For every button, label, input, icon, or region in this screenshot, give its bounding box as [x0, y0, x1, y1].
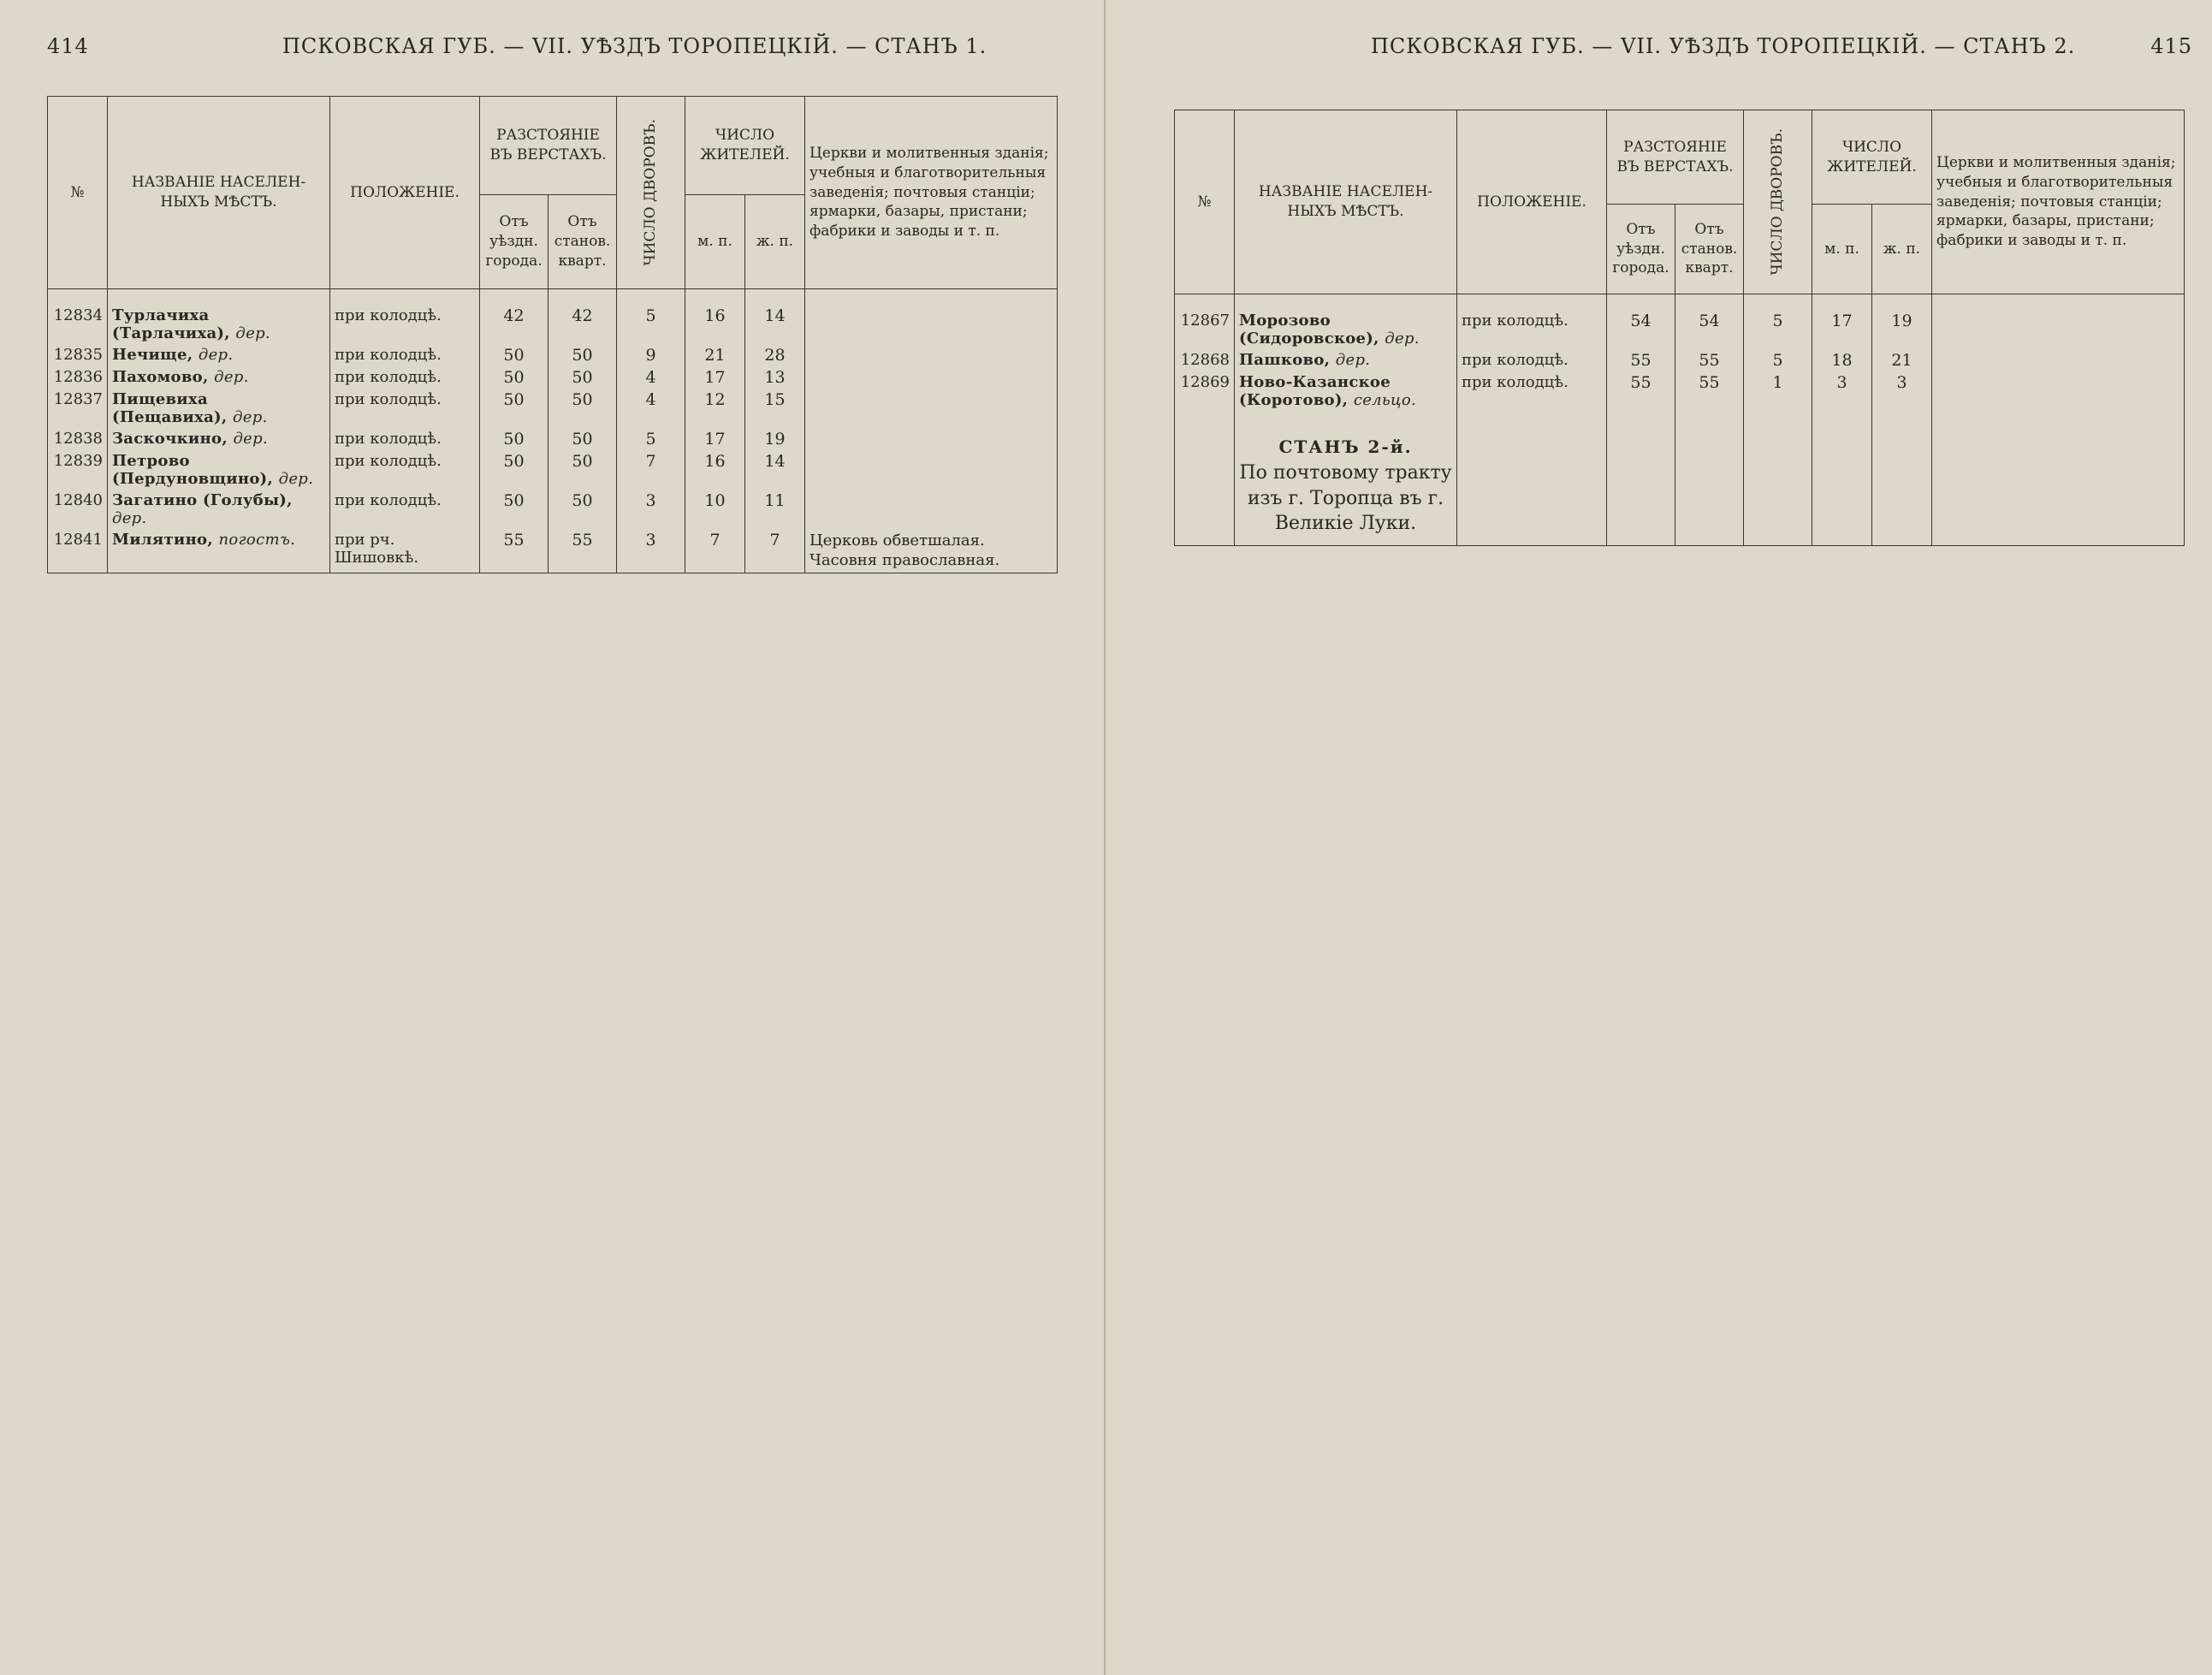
- dist-town: 55: [1607, 349, 1675, 371]
- row-number: 12838: [48, 428, 108, 450]
- header-dist-town: Отъ уѣздн. города.: [480, 195, 549, 289]
- row-number: 12836: [48, 366, 108, 389]
- row-number: 12839: [48, 450, 108, 490]
- male-count: 10: [685, 490, 745, 529]
- row-number: 12840: [48, 490, 108, 529]
- settlement-name: [1235, 349, 1457, 371]
- running-head-title: ПСКОВСКАЯ ГУБ. — VII. УѢЗДЪ ТОРОПЕЦКІЙ. — СТАНЪ 1.: [282, 34, 987, 58]
- header-houses-text: ЧИСЛО ДВОРОВЪ.: [1769, 128, 1787, 276]
- header-name: НАЗВАНІЕ НАСЕЛЕН-НЫХЪ МѢСТЪ.: [108, 97, 330, 289]
- table-row: [48, 305, 1058, 344]
- female-count: 21: [1872, 349, 1932, 371]
- kind-text: сельцо.: [1353, 391, 1417, 409]
- name-text: Заскочкино,: [112, 430, 228, 448]
- kind-text: дер.: [214, 368, 249, 386]
- header-houses: [1744, 110, 1812, 294]
- dist-town: 55: [480, 529, 549, 573]
- route-caption-row: [1175, 459, 2185, 546]
- position: при колодцѣ.: [330, 344, 480, 366]
- dist-town: 54: [1607, 310, 1675, 349]
- houses: 1: [1744, 371, 1812, 411]
- kind-text: дер.: [233, 408, 268, 426]
- table-row: [1175, 310, 2185, 349]
- dist-town: 50: [480, 366, 549, 389]
- header-dist-stan: Отъ станов. кварт.: [1675, 205, 1744, 294]
- name-text: Нечище,: [112, 346, 193, 364]
- header-inhabitants: ЧИСЛО ЖИТЕЛЕЙ.: [685, 97, 805, 195]
- houses: 4: [617, 389, 685, 428]
- male-count: 7: [685, 529, 745, 573]
- position: при колодцѣ.: [330, 428, 480, 450]
- male-count: 12: [685, 389, 745, 428]
- route-caption: По почтовому тракту изъ г. Торопца въ г. Великіе Луки.: [1235, 459, 1457, 546]
- dist-town: 55: [1607, 371, 1675, 411]
- table-row: [48, 366, 1058, 389]
- row-number: 12868: [1175, 349, 1235, 371]
- header-distance: РАЗСТОЯНІЕ ВЪ ВЕРСТАХЪ.: [1607, 110, 1744, 205]
- page-number: 414: [47, 34, 89, 58]
- note: [805, 366, 1058, 389]
- note: [805, 450, 1058, 490]
- dist-stan: 50: [549, 389, 617, 428]
- name-text: Пашково,: [1239, 351, 1331, 369]
- male-count: 16: [685, 450, 745, 490]
- table-row: [48, 490, 1058, 529]
- dist-town: 50: [480, 450, 549, 490]
- male-count: 17: [1812, 310, 1872, 349]
- table-row: [1175, 371, 2185, 411]
- position: при колодцѣ.: [330, 490, 480, 529]
- kind-text: дер.: [112, 509, 147, 527]
- position: при колодцѣ.: [330, 450, 480, 490]
- position: при колодцѣ.: [1457, 310, 1607, 349]
- settlement-name: [1235, 310, 1457, 349]
- header-houses-text: ЧИСЛО ДВОРОВЪ.: [642, 119, 660, 266]
- dist-stan: 55: [549, 529, 617, 573]
- table-row: [1175, 349, 2185, 371]
- table-row: [48, 389, 1058, 428]
- dist-town: 50: [480, 490, 549, 529]
- settlement-name: [108, 344, 330, 366]
- row-number: 12869: [1175, 371, 1235, 411]
- settlement-name: [108, 305, 330, 344]
- female-count: 14: [745, 450, 805, 490]
- female-count: 14: [745, 305, 805, 344]
- kind-text: дер.: [235, 324, 270, 342]
- name-text: Пищевиха (Пещавиха),: [112, 390, 228, 426]
- dist-town: 50: [480, 428, 549, 450]
- settlement-name: [108, 366, 330, 389]
- header-position: ПОЛОЖЕНІЕ.: [1457, 110, 1607, 294]
- header-notes: Церкви и молитвенныя зданія; учебныя и благотворительныя заведенія; почтовыя станціи; ярмарки, базары, пристани; фабрики и заводы и т. п.: [1932, 110, 2185, 294]
- female-count: 7: [745, 529, 805, 573]
- settlement-name: [108, 428, 330, 450]
- kind-text: дер.: [278, 470, 314, 488]
- note: [1932, 349, 2185, 371]
- dist-stan: 42: [549, 305, 617, 344]
- settlement-name: [108, 490, 330, 529]
- row-number: 12834: [48, 305, 108, 344]
- right-register-table: [1174, 110, 2185, 546]
- name-text: Пахомово,: [112, 368, 209, 386]
- row-number: 12867: [1175, 310, 1235, 349]
- running-head-title: ПСКОВСКАЯ ГУБ. — VII. УѢЗДЪ ТОРОПЕЦКІЙ. — СТАНЪ 2.: [1371, 34, 2076, 58]
- female-count: 19: [1872, 310, 1932, 349]
- houses: 5: [1744, 310, 1812, 349]
- female-count: 19: [745, 428, 805, 450]
- note: Церковь обветшалая. Часовня православная.: [805, 529, 1058, 573]
- name-text: Турлачиха (Тарлачиха),: [112, 306, 230, 342]
- houses: 5: [1744, 349, 1812, 371]
- houses: 5: [617, 305, 685, 344]
- position: при колодцѣ.: [330, 366, 480, 389]
- female-count: 13: [745, 366, 805, 389]
- male-count: 3: [1812, 371, 1872, 411]
- female-count: 11: [745, 490, 805, 529]
- header-male: м. п.: [685, 195, 745, 289]
- name-text: Милятино,: [112, 531, 213, 549]
- settlement-name: [108, 450, 330, 490]
- right-page: [1106, 0, 2212, 1675]
- male-count: 17: [685, 428, 745, 450]
- settlement-name: [108, 389, 330, 428]
- position: при колодцѣ.: [330, 389, 480, 428]
- note: [1932, 310, 2185, 349]
- table-row: [48, 344, 1058, 366]
- dist-stan: 50: [549, 344, 617, 366]
- note: [1932, 371, 2185, 411]
- table-row: [48, 450, 1058, 490]
- header-houses: [617, 97, 685, 289]
- name-text: Петрово (Пердуновщино),: [112, 452, 274, 488]
- note: [805, 428, 1058, 450]
- name-text: Ново-Казанское (Коротово),: [1239, 373, 1391, 409]
- left-register-table: [47, 96, 1058, 573]
- header-name: НАЗВАНІЕ НАСЕЛЕН-НЫХЪ МѢСТЪ.: [1235, 110, 1457, 294]
- dist-town: 42: [480, 305, 549, 344]
- note: [805, 344, 1058, 366]
- table-row: [48, 428, 1058, 450]
- houses: 3: [617, 529, 685, 573]
- header-no: №: [1175, 110, 1235, 294]
- male-count: 21: [685, 344, 745, 366]
- header-female: ж. п.: [745, 195, 805, 289]
- dist-stan: 55: [1675, 349, 1744, 371]
- settlement-name: [108, 529, 330, 573]
- dist-stan: 54: [1675, 310, 1744, 349]
- female-count: 15: [745, 389, 805, 428]
- houses: 7: [617, 450, 685, 490]
- header-position: ПОЛОЖЕНІЕ.: [330, 97, 480, 289]
- row-number: 12835: [48, 344, 108, 366]
- houses: 4: [617, 366, 685, 389]
- kind-text: дер.: [1335, 351, 1371, 369]
- table-row: [48, 529, 1058, 573]
- position: при колодцѣ.: [1457, 371, 1607, 411]
- section-heading-row: [1175, 411, 2185, 459]
- kind-text: дер.: [233, 430, 268, 448]
- note: [805, 490, 1058, 529]
- kind-text: дер.: [198, 346, 234, 364]
- stan-heading: СТАНЪ 2-й.: [1235, 411, 1457, 459]
- kind-text: дер.: [1385, 330, 1420, 347]
- left-page: [0, 0, 1104, 1675]
- header-male: м. п.: [1812, 205, 1872, 294]
- dist-stan: 50: [549, 428, 617, 450]
- kind-text: погостъ.: [218, 531, 296, 549]
- dist-stan: 50: [549, 490, 617, 529]
- female-count: 3: [1872, 371, 1932, 411]
- header-no: №: [48, 97, 108, 289]
- dist-stan: 55: [1675, 371, 1744, 411]
- male-count: 17: [685, 366, 745, 389]
- position: при колодцѣ.: [330, 305, 480, 344]
- header-inhabitants: ЧИСЛО ЖИТЕЛЕЙ.: [1812, 110, 1932, 205]
- header-dist-stan: Отъ станов. кварт.: [549, 195, 617, 289]
- dist-stan: 50: [549, 450, 617, 490]
- note: [805, 305, 1058, 344]
- houses: 9: [617, 344, 685, 366]
- dist-town: 50: [480, 389, 549, 428]
- page-number: 415: [2150, 34, 2192, 58]
- dist-stan: 50: [549, 366, 617, 389]
- houses: 5: [617, 428, 685, 450]
- note: [805, 389, 1058, 428]
- header-distance: РАЗСТОЯНІЕ ВЪ ВЕРСТАХЪ.: [480, 97, 617, 195]
- dist-town: 50: [480, 344, 549, 366]
- position: при рч. Шишовкѣ.: [330, 529, 480, 573]
- male-count: 18: [1812, 349, 1872, 371]
- row-number: 12837: [48, 389, 108, 428]
- male-count: 16: [685, 305, 745, 344]
- header-notes: Церкви и молитвенныя зданія; учебныя и благотворительныя заведенія; почтовыя станціи; ярмарки, базары, пристани; фабрики и заводы и т. п.: [805, 97, 1058, 289]
- settlement-name: [1235, 371, 1457, 411]
- female-count: 28: [745, 344, 805, 366]
- houses: 3: [617, 490, 685, 529]
- name-text: Загатино (Голубы),: [112, 491, 293, 509]
- position: при колодцѣ.: [1457, 349, 1607, 371]
- header-female: ж. п.: [1872, 205, 1932, 294]
- row-number: 12841: [48, 529, 108, 573]
- name-text: Морозово (Сидоровское),: [1239, 312, 1379, 347]
- header-dist-town: Отъ уѣздн. города.: [1607, 205, 1675, 294]
